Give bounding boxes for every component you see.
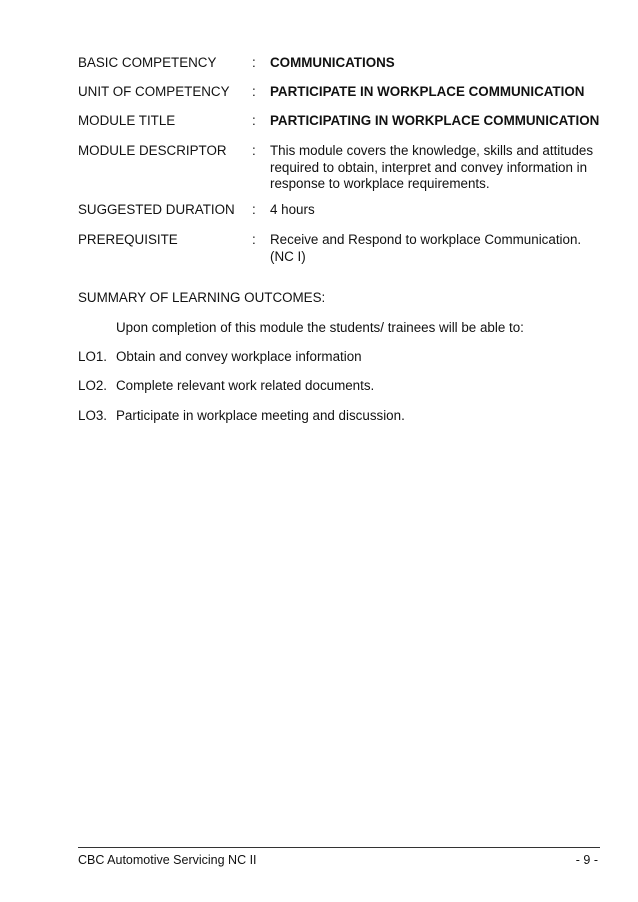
field-label: BASIC COMPETENCY — [78, 55, 217, 70]
field-label: MODULE TITLE — [78, 113, 176, 128]
field-label: PREREQUISITE — [78, 232, 178, 247]
field-colon: : — [252, 55, 256, 70]
field-label: MODULE DESCRIPTOR — [78, 143, 227, 158]
page-number: - 9 - — [575, 853, 598, 867]
field-label: SUGGESTED DURATION — [78, 202, 235, 217]
field-value: Receive and Respond to workplace Communication. (NC I) — [270, 232, 582, 264]
summary-intro: Upon completion of this module the students/ trainees will be able to: — [116, 320, 524, 335]
field-value: COMMUNICATIONS — [270, 55, 395, 70]
field-colon: : — [252, 113, 256, 128]
learning-outcome-number: LO1. — [78, 349, 108, 364]
field-colon: : — [252, 143, 256, 158]
summary-heading: SUMMARY OF LEARNING OUTCOMES: — [78, 290, 326, 305]
learning-outcome-text: Obtain and convey workplace information — [116, 349, 362, 364]
footer-divider — [78, 847, 600, 848]
learning-outcome-number: LO3. — [78, 408, 108, 423]
field-colon: : — [252, 202, 256, 217]
field-value: PARTICIPATE IN WORKPLACE COMMUNICATION — [270, 84, 585, 99]
learning-outcome-number: LO2. — [78, 378, 108, 393]
field-colon: : — [252, 84, 256, 99]
field-value: 4 hours — [270, 202, 315, 217]
field-value: This module covers the knowledge, skills and attitudes required to obtain, interpret and convey information in response to workplace requirements. — [270, 143, 594, 191]
footer-title: CBC Automotive Servicing NC II — [78, 853, 257, 867]
learning-outcome-text: Participate in workplace meeting and discussion. — [116, 408, 405, 423]
learning-outcome-text: Complete relevant work related documents. — [116, 378, 375, 393]
field-value: PARTICIPATING IN WORKPLACE COMMUNICATION — [270, 113, 600, 128]
field-label: UNIT OF COMPETENCY — [78, 84, 230, 99]
field-colon: : — [252, 232, 256, 247]
